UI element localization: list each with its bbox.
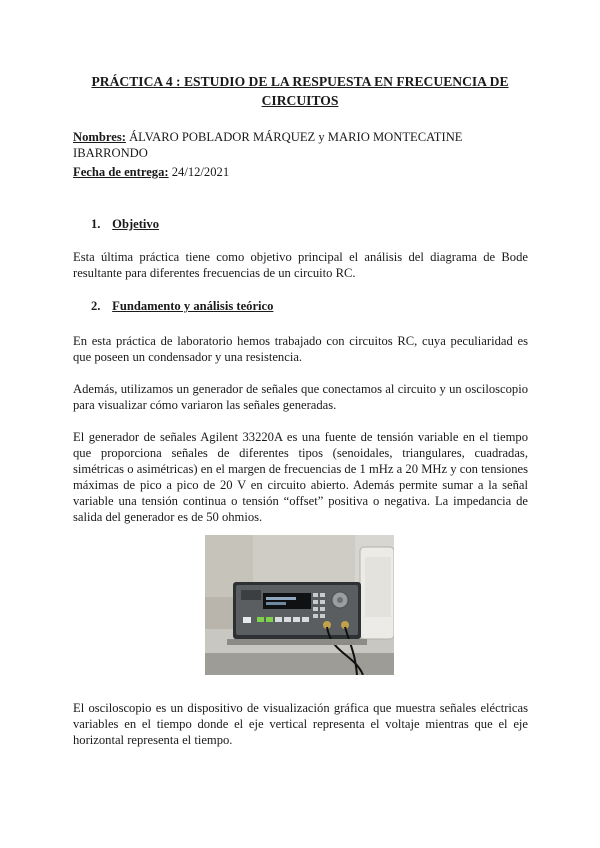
authors-block: [73, 129, 528, 161]
section-title: Fundamento y análisis teórico: [112, 299, 274, 313]
paragraph: El generador de señales Agilent 33220A es una fuente de tensión variable en el tiempo que proporciona señales de diferentes tipos (senoidales, triangulares, cuadradas, simétricas o asimétricas) en el margen de frecuencias de 1 mHz a 20 MHz y con tensiones máximas de pico a pico de 20 V en circuito abierto. Además permite sumar a la señal variable una tensión continua o tensión “offset” positiva o negativa. La impedancia de salida del generador es de 50 ohmios.: [73, 430, 528, 524]
document-title-line-2: CIRCUITOS: [261, 93, 339, 108]
paragraph: Además, utilizamos un generador de señales que conectamos al circuito y un osciloscopio para visualizar cómo variaron las señales generadas.: [73, 382, 528, 412]
date-block: [73, 164, 528, 180]
names-value: ÁLVARO POBLADOR MÁRQUEZ y MARIO MONTECATINE IBARRONDO: [73, 130, 463, 160]
signal-generator-photo: [205, 535, 394, 675]
date-value: 24/12/2021: [168, 165, 230, 179]
paragraph: El osciloscopio es un dispositivo de visualización gráfica que muestra señales eléctricas variables en el tiempo donde el eje vertical representa el voltaje mientras que el eje horizontal representa el tiempo.: [73, 701, 528, 747]
section-heading-objetivo: [91, 216, 159, 232]
date-label: Fecha de entrega:: [73, 165, 169, 179]
section-number: 2.: [91, 299, 101, 313]
paragraph: Esta última práctica tiene como objetivo principal el análisis del diagrama de Bode resultante para diferentes frecuencias de un circuito RC.: [73, 250, 528, 280]
names-label: Nombres:: [73, 130, 126, 144]
document-title-line-1: PRÁCTICA 4 : ESTUDIO DE LA RESPUESTA EN FRECUENCIA DE: [91, 74, 509, 89]
section-number: 1.: [91, 217, 101, 231]
paragraph: En esta práctica de laboratorio hemos trabajado con circuitos RC, cuya peculiaridad es que poseen un condensador y una resistencia.: [73, 334, 528, 364]
section-heading-fundamento: [91, 298, 273, 314]
section-title: Objetivo: [112, 217, 160, 231]
signal-generator-image: [205, 535, 394, 675]
